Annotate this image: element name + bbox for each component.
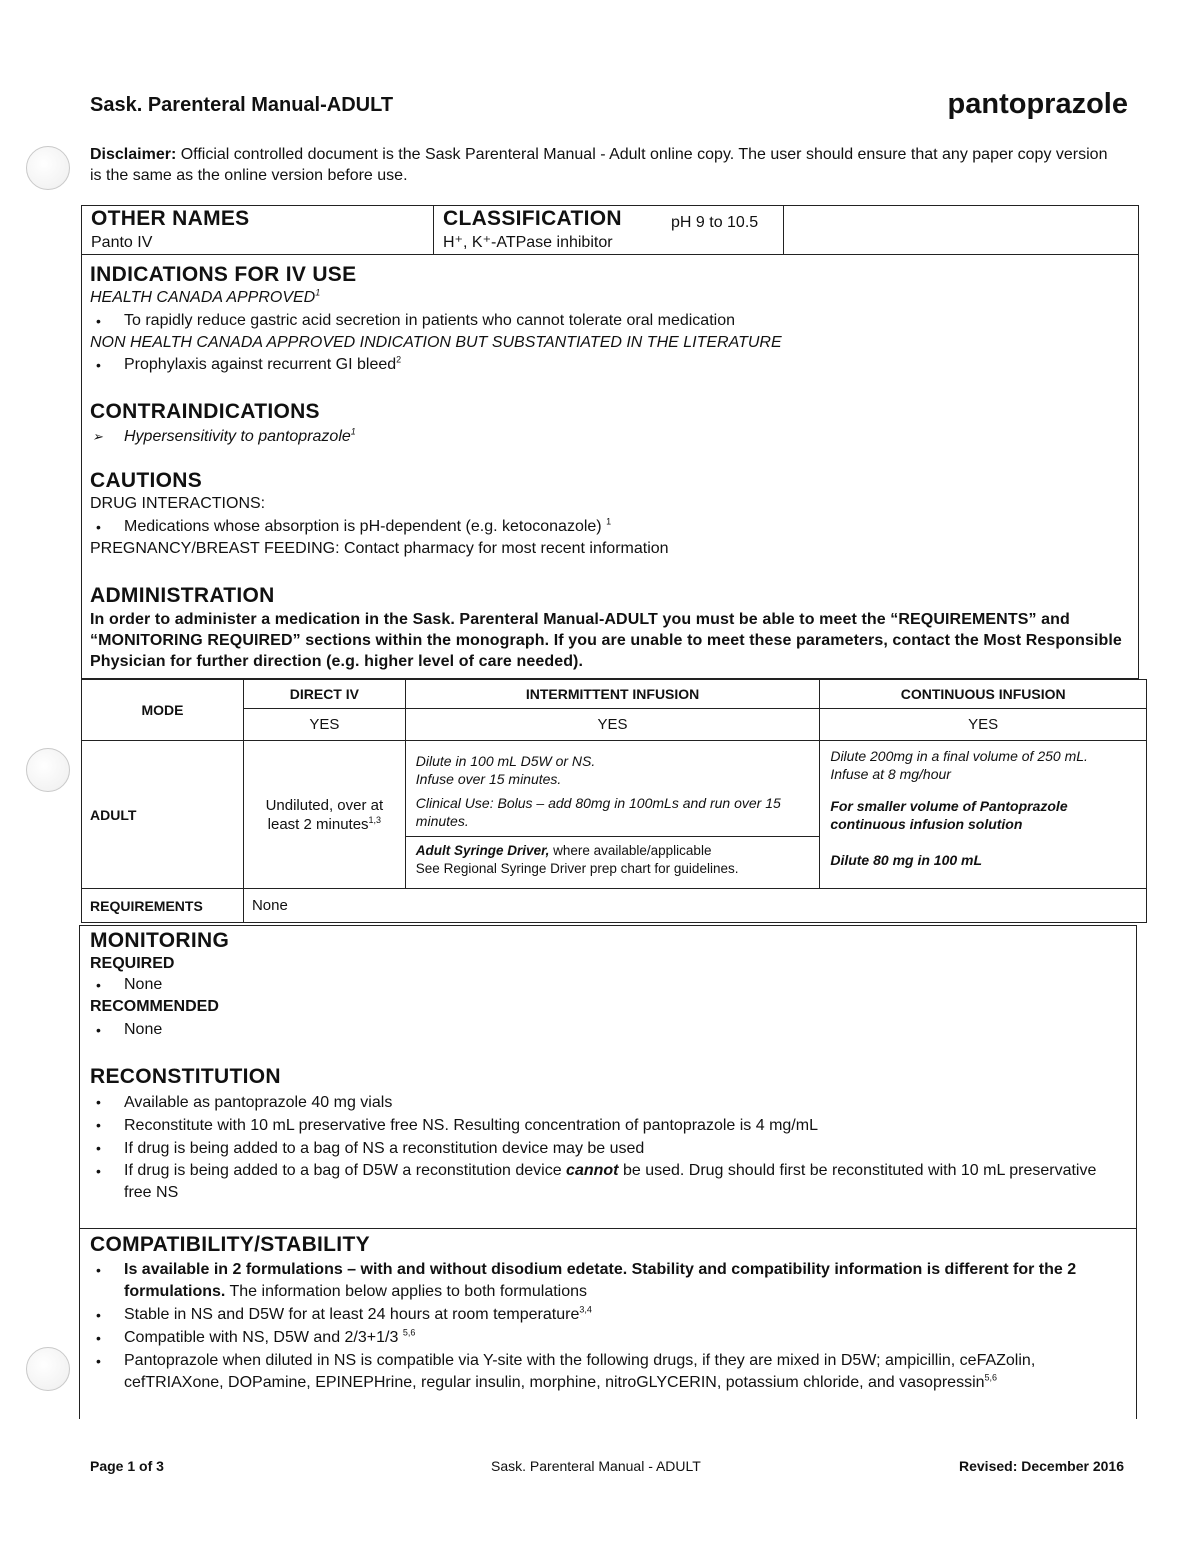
list-item: • Medications whose absorption is pH-dependent (e.g. ketoconazole) $^1$	[90, 516, 669, 538]
indications-heading: INDICATIONS FOR IV USE	[90, 263, 357, 286]
intermittent-dilute: Dilute in 100 mL D5W or NS.	[415, 752, 596, 769]
non-approved-list	[90, 354, 1130, 376]
list-item: • Compatible with NS, D5W and 2/3+1/3 $^{5,6}$	[90, 1327, 1120, 1349]
direct-iv-yes: YES	[243, 709, 405, 741]
list-item: • If drug is being added to a bag of NS a reconstitution device may be used	[90, 1137, 1120, 1160]
drug-name: pantoprazole	[947, 88, 1128, 120]
classification-heading: CLASSIFICATION	[443, 207, 622, 230]
cautions-section	[90, 469, 669, 559]
drug-interactions-label: DRUG INTERACTIONS:	[90, 495, 266, 512]
disclaimer	[90, 144, 1120, 186]
adult-label: ADULT	[82, 741, 244, 889]
approved-list	[90, 310, 1130, 332]
ph-value: pH 9 to 10.5	[671, 214, 759, 231]
intermittent-adult	[405, 741, 820, 889]
continuous-infuse: Infuse at 8 mg/hour	[830, 766, 951, 782]
disclaimer-text: Official controlled document is the Sask Parenteral Manual - Adult online copy. The user should ensure that any paper copy version is the same as the online version before use.	[90, 146, 1108, 184]
reconstitution-list	[90, 1091, 1120, 1204]
reconstitution-section	[90, 1065, 1120, 1204]
administration-heading: ADMINISTRATION	[90, 584, 275, 607]
monitoring-required-label: REQUIRED	[90, 955, 175, 972]
requirements-label: REQUIREMENTS	[82, 889, 244, 923]
list-item: • To rapidly reduce gastric acid secretion in patients who cannot tolerate oral medication	[90, 310, 1130, 332]
continuous-adult	[820, 741, 1147, 889]
list-item: • Is available in 2 formulations – with and without disodium edetate. Stability and compatibility information is different for the 2 formulations. The information below applies to both formulations	[90, 1259, 1120, 1303]
requirements-value: None	[243, 889, 1146, 923]
intermittent-header: INTERMITTENT INFUSION	[405, 680, 820, 709]
other-names-heading: OTHER NAMES	[91, 207, 250, 230]
list-item: ➢ Hypersensitivity to pantoprazole$^1$	[90, 426, 356, 448]
continuous-header: CONTINUOUS INFUSION	[820, 680, 1147, 709]
manual-title: Sask. Parenteral Manual-ADULT	[90, 94, 394, 116]
footer-revised: Revised: December 2016	[959, 1458, 1124, 1474]
compatibility-section	[90, 1233, 1120, 1394]
continuous-yes: YES	[820, 709, 1147, 741]
mode-table	[81, 679, 1147, 923]
footer-page-number: Page 1 of 3	[90, 1458, 164, 1474]
continuous-smaller-volume: For smaller volume of Pantoprazole continuous infusion solution	[830, 798, 1068, 832]
punch-hole-middle	[26, 748, 70, 792]
classification-value: H⁺, K⁺-ATPase inhibitor	[443, 234, 613, 251]
cautions-list	[90, 516, 669, 538]
direct-iv-adult: Undiluted, over at least 2 minutes$^{1,3}$	[243, 741, 405, 889]
pregnancy-note: PREGNANCY/BREAST FEEDING: Contact pharmacy for most recent information	[90, 540, 669, 557]
cautions-heading: CAUTIONS	[90, 469, 203, 492]
list-item: • Reconstitute with 10 mL preservative free NS. Resulting concentration of pantoprazole is 4 mg/mL	[90, 1114, 1120, 1137]
intermittent-bolus: Clinical Use: Bolus – add 80mg in 100mLs and run over 15 minutes.	[415, 794, 781, 829]
monitoring-recommended-label: RECOMMENDED	[90, 998, 219, 1015]
monitoring-heading: MONITORING	[90, 929, 230, 952]
administration-section	[90, 584, 1125, 672]
other-names-value: Panto IV	[91, 234, 153, 251]
intermittent-syringe-driver: Adult Syringe Driver, where available/applicable See Regional Syringe Driver prep chart for guidelines.	[406, 836, 820, 883]
indications-section	[90, 263, 1130, 376]
monitoring-section	[90, 929, 229, 1041]
mode-label: MODE	[82, 680, 244, 741]
punch-hole-top	[26, 146, 70, 190]
reconstitution-heading: RECONSTITUTION	[90, 1065, 281, 1088]
contraindications-list	[90, 426, 356, 448]
list-item: • None	[90, 974, 229, 996]
intermittent-infuse: Infuse over 15 minutes.	[415, 770, 562, 787]
list-item: • Available as pantoprazole 40 mg vials	[90, 1091, 1120, 1114]
monitoring-required-list	[90, 974, 229, 996]
non-approved-label: NON HEALTH CANADA APPROVED INDICATION BUT SUBSTANTIATED IN THE LITERATURE	[90, 334, 782, 351]
list-item: • Prophylaxis against recurrent GI bleed$^2$	[90, 354, 1130, 376]
compatibility-list	[90, 1259, 1120, 1394]
continuous-dilute-80: Dilute 80 mg in 100 mL	[830, 852, 983, 868]
list-item: • None	[90, 1019, 229, 1041]
approved-label: HEALTH CANADA APPROVED$^1$	[90, 287, 321, 306]
list-item: • Pantoprazole when diluted in NS is compatible via Y-site with the following drugs, if they are mixed in D5W; ampicillin, ceFAZolin, cefTRIAXone, DOPamine, EPINEPHrine, regular insulin, morphine, nitroGLYCERIN, potassium chloride, and vasopressin$^{5,6}$	[90, 1350, 1120, 1394]
contraindications-section	[90, 400, 356, 448]
contraindications-heading: CONTRAINDICATIONS	[90, 400, 320, 423]
list-item: • If drug is being added to a bag of D5W a reconstitution device cannot be used. Drug should first be reconstituted with 10 mL preservative free NS	[90, 1160, 1120, 1204]
disclaimer-label: Disclaimer:	[90, 146, 177, 163]
compatibility-heading: COMPATIBILITY/STABILITY	[90, 1233, 370, 1256]
monitoring-recommended-list	[90, 1019, 229, 1041]
list-item: • Stable in NS and D5W for at least 24 hours at room temperature$^{3,4}$	[90, 1304, 1120, 1326]
punch-hole-bottom	[26, 1347, 70, 1391]
continuous-dilute: Dilute 200mg in a final volume of 250 mL.	[830, 748, 1088, 764]
direct-iv-header: DIRECT IV	[243, 680, 405, 709]
info-table	[81, 205, 1139, 255]
footer-manual-name: Sask. Parenteral Manual - ADULT	[491, 1458, 701, 1474]
intermittent-yes: YES	[405, 709, 820, 741]
administration-note: In order to administer a medication in the Sask. Parenteral Manual-ADULT you must be able to meet the “REQUIREMENTS” and “MONITORING REQUIRED” sections within the monograph. If you are unable to meet these parameters, contact the Most Responsible Physician for further direction (e.g. higher level of care needed).	[90, 611, 1122, 670]
